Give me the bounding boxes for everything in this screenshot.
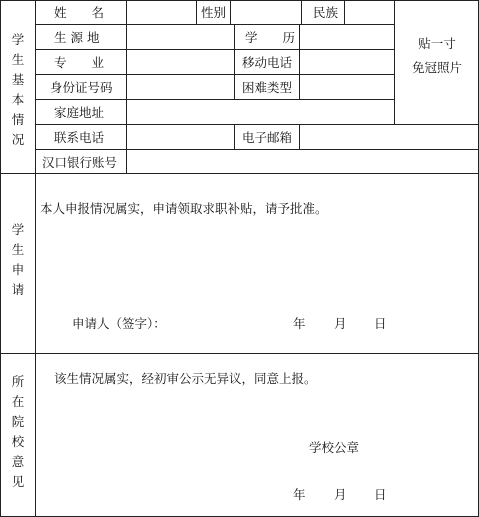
rule	[35, 74, 394, 75]
origin-label: 生 源 地	[54, 30, 100, 45]
rule	[234, 124, 235, 149]
applicant-signature-label: 申请人（签字）：	[72, 316, 166, 331]
address-label: 家庭地址	[54, 105, 105, 120]
photo-label-line2: 免冠照片	[411, 60, 462, 75]
name-label: 姓 名	[54, 5, 105, 20]
hardship-type-label: 困难类型	[242, 80, 293, 95]
email-label: 电子邮箱	[242, 130, 293, 145]
basic-info-section-label: 学生基本情况	[11, 32, 25, 147]
rule	[35, 0, 36, 517]
application-section-label: 学生申请	[11, 222, 25, 297]
education-label: 学 历	[245, 30, 296, 45]
rule	[35, 99, 394, 100]
rule	[0, 0, 479, 1]
bank-account-label: 汉口银行账号	[42, 155, 118, 170]
school-seal-label: 学校公章	[309, 440, 360, 455]
rule	[35, 24, 394, 25]
id-number-label: 身份证号码	[50, 80, 113, 95]
rule	[126, 0, 127, 173]
opinion-month: 月	[334, 487, 347, 502]
rule	[35, 149, 479, 150]
rule	[35, 49, 394, 50]
opinion-section-label: 所在院校意见	[11, 374, 25, 489]
rule	[230, 0, 231, 24]
application-statement: 本人申报情况属实，申请领取求职补贴，请予批准。	[40, 201, 328, 216]
application-year: 年	[293, 316, 306, 331]
rule	[0, 0, 1, 517]
rule	[35, 124, 479, 125]
rule	[234, 24, 235, 99]
rule	[344, 0, 345, 24]
photo-placeholder	[395, 32, 479, 80]
opinion-statement: 该生情况属实，经初审公示无异议，同意上报。	[54, 371, 317, 386]
phone-label: 联系电话	[54, 130, 105, 145]
rule	[301, 0, 302, 24]
photo-label-line1: 贴一寸	[418, 36, 456, 51]
ethnicity-label: 民族	[313, 5, 339, 20]
opinion-year: 年	[293, 487, 306, 502]
gender-label: 性别	[201, 5, 227, 20]
rule	[299, 124, 300, 149]
mobile-label: 移动电话	[242, 55, 293, 70]
rule	[299, 24, 300, 99]
opinion-day: 日	[374, 487, 387, 502]
major-label: 专 业	[54, 55, 105, 70]
application-month: 月	[334, 316, 347, 331]
rule	[196, 0, 197, 24]
rule	[0, 173, 479, 174]
application-day: 日	[374, 316, 387, 331]
rule	[0, 353, 479, 354]
